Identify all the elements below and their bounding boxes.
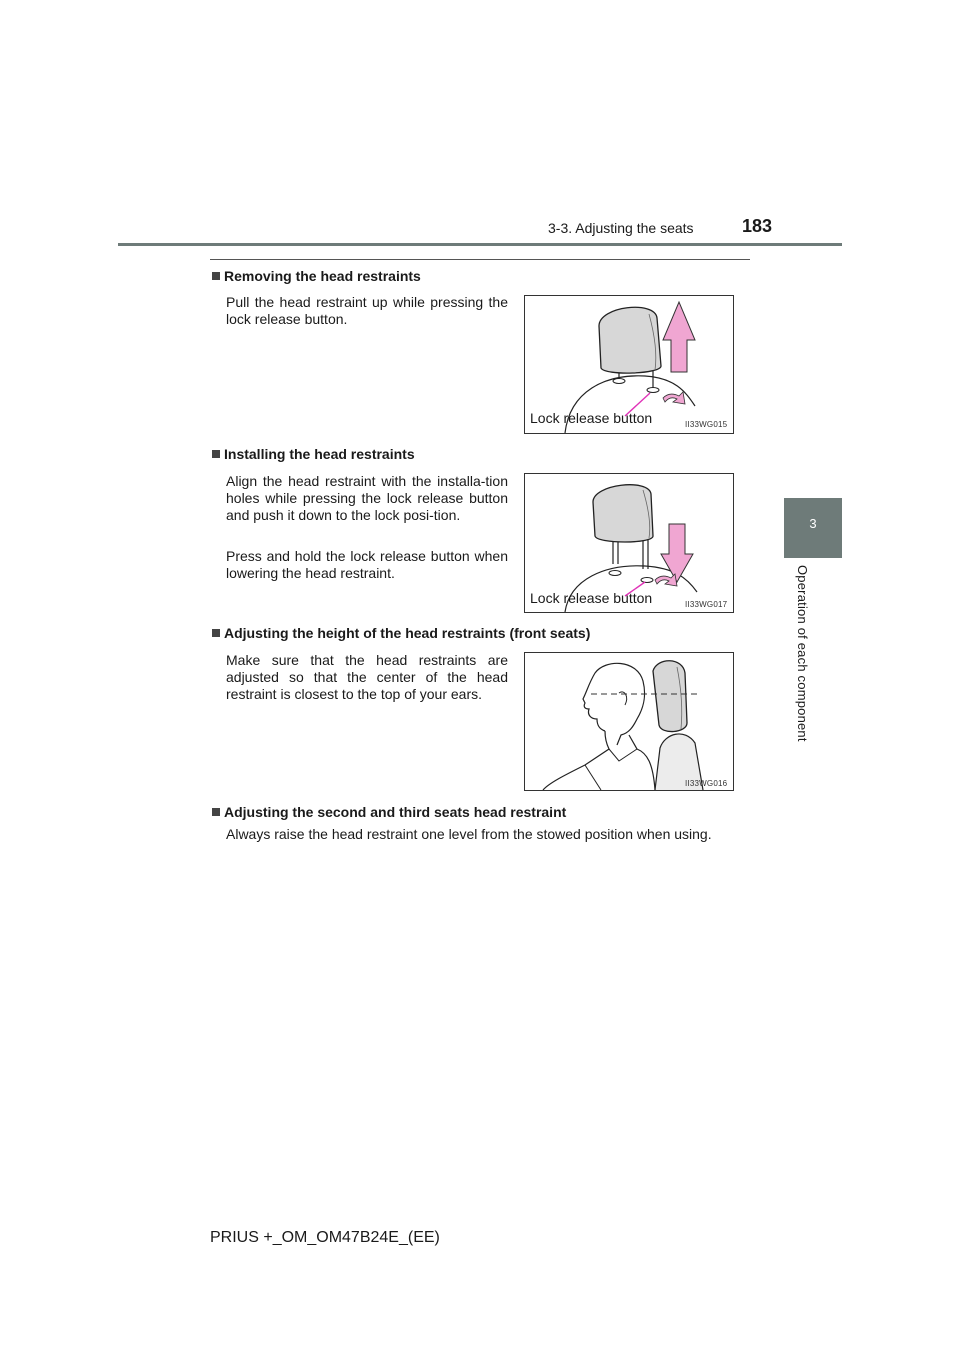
document-id: PRIUS +_OM_OM47B24E_(EE)	[210, 1229, 440, 1246]
chapter-number: 3	[809, 516, 817, 531]
head-position-illustration	[525, 653, 733, 790]
heading-height: Adjusting the height of the head restraints (front seats)	[212, 625, 590, 641]
figure-code: II33WG017	[685, 600, 728, 609]
section-title: 3-3. Adjusting the seats	[548, 220, 694, 236]
header-rule	[118, 243, 842, 246]
para-installing-1: Align the head restraint with the installa-tion holes while pressing the lock release button and push it down to the lock posi-tion.	[226, 473, 508, 523]
figure-removing	[524, 295, 734, 434]
chapter-title: Operation of each component	[795, 565, 810, 742]
square-bullet-icon	[212, 629, 220, 637]
para-removing: Pull the head restraint up while pressing the lock release button.	[226, 294, 508, 327]
section-rule	[210, 259, 750, 260]
heading-removing: Removing the head restraints	[212, 268, 421, 284]
page-number: 183	[742, 216, 773, 236]
figure-height	[524, 652, 734, 791]
lock-release-label: Lock release button	[530, 590, 653, 606]
square-bullet-icon	[212, 272, 220, 280]
square-bullet-icon	[212, 450, 220, 458]
heading-installing: Installing the head restraints	[212, 446, 415, 462]
para-installing-2: Press and hold the lock release button when lowering the head restraint.	[226, 548, 508, 581]
para-second-third: Always raise the head restraint one level from the stowed position when using.	[226, 826, 712, 842]
para-height: Make sure that the head restraints are adjusted so that the center of the head restraint is closest to the top of your ears.	[226, 652, 508, 702]
figure-code: II33WG016	[685, 779, 728, 788]
lock-release-label: Lock release button	[530, 410, 653, 426]
figure-installing	[524, 473, 734, 613]
figure-code: II33WG015	[685, 420, 728, 429]
square-bullet-icon	[212, 808, 220, 816]
heading-second-third: Adjusting the second and third seats head restraint	[212, 804, 566, 820]
